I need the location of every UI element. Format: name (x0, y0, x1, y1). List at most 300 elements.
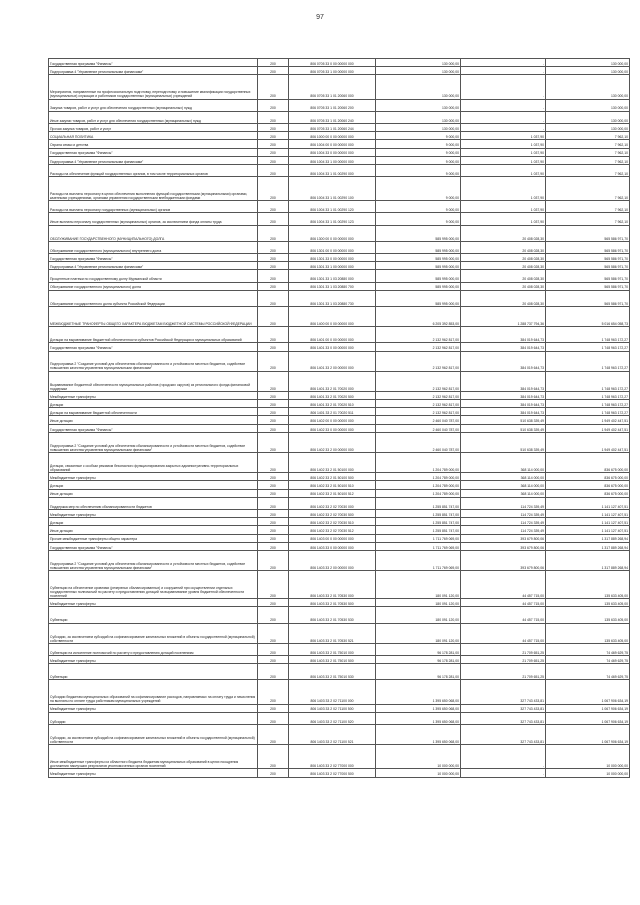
approved-amount-cell: 1 204 789 000,00 (376, 481, 461, 489)
table-row (49, 416, 630, 424)
row-name-cell: Подпрограмма 4 "Управление региональными финансами" (49, 262, 258, 270)
budget-classification-code-cell: 806 0705 33 1 00 00000 000 (289, 67, 376, 75)
executed-amount-cell: 368 114 000,00 (461, 473, 546, 481)
budget-classification-code-cell: 806 1402 33 2 02 70030 000 (289, 497, 376, 509)
executed-amount-cell: 1 037,90 (461, 177, 546, 201)
approved-amount-cell: 585 995 000,00 (376, 241, 461, 253)
approved-amount-cell: 96 178 281,00 (376, 664, 461, 680)
row-name-cell: Государственная программа "Финансы" (49, 148, 258, 156)
row-code-cell: 200 (258, 140, 289, 148)
table-row (49, 599, 630, 607)
table-row (49, 148, 630, 156)
table-row (49, 225, 630, 241)
row-name-cell: Иные дотации (49, 526, 258, 534)
executed-amount-cell: 368 114 000,00 (461, 481, 546, 489)
remaining-amount-cell: 565 586 971,70 (546, 262, 630, 270)
budget-classification-code-cell: 806 1402 33 2 00 00000 000 (289, 432, 376, 452)
table-row (49, 262, 630, 270)
approved-amount-cell: 10 000 000,00 (376, 769, 461, 777)
remaining-amount-cell: 1 748 963 172,27 (546, 327, 630, 343)
remaining-amount-cell: 1 748 963 172,27 (546, 351, 630, 371)
executed-amount-cell: - (461, 769, 546, 777)
budget-classification-code-cell: 806 1403 33 2 02 71100 520 (289, 712, 376, 724)
row-name-cell: Межбюджетные трансферты (49, 391, 258, 399)
remaining-amount-cell: 565 586 971,70 (546, 254, 630, 262)
remaining-amount-cell: 130 000,00 (546, 59, 630, 67)
row-name-cell: Закупка товаров, работ и услуг для обеспечения государственных (муниципальных) нужд (49, 99, 258, 111)
row-name-cell: Прочая закупка товаров, работ и услуг (49, 123, 258, 131)
row-name-cell: МЕЖБЮДЖЕТНЫЕ ТРАНСФЕРТЫ ОБЩЕГО ХАРАКТЕРА БЮДЖЕТАМ БЮДЖЕТНОЙ СИСТЕМЫ РОССИЙСКОЙ ФЕДЕРАЦИИ (49, 306, 258, 326)
budget-classification-code-cell: 806 1004 33 1 00 00000 000 (289, 156, 376, 164)
approved-amount-cell: 10 000 000,00 (376, 745, 461, 769)
approved-amount-cell: 130 000,00 (376, 111, 461, 123)
remaining-amount-cell: 1 748 963 172,27 (546, 408, 630, 416)
table-row (49, 282, 630, 290)
executed-amount-cell: 384 019 644,73 (461, 391, 546, 399)
budget-classification-code-cell: 806 1402 33 0 00 00000 000 (289, 424, 376, 432)
row-code-cell: 200 (258, 400, 289, 408)
approved-amount-cell: 180 091 120,00 (376, 623, 461, 643)
budget-classification-code-cell: 806 1402 33 2 01 50100 510 (289, 481, 376, 489)
remaining-amount-cell: 1 317 889 268,94 (546, 542, 630, 550)
row-name-cell: Межбюджетные трансферты (49, 656, 258, 664)
row-code-cell: 200 (258, 111, 289, 123)
row-code-cell: 200 (258, 664, 289, 680)
remaining-amount-cell: 1 141 127 407,51 (546, 497, 630, 509)
budget-classification-code-cell: 806 1004 33 1 01 00290 120 (289, 201, 376, 213)
table-row (49, 745, 630, 769)
row-name-cell: Иные закупки товаров, работ и услуг для обеспечения государственных (муниципальных) нужд (49, 111, 258, 123)
budget-classification-code-cell: 806 1402 33 2 01 50100 500 (289, 473, 376, 481)
budget-classification-code-cell: 806 1402 33 2 01 50100 512 (289, 489, 376, 497)
approved-amount-cell: 2 132 962 817,00 (376, 400, 461, 408)
table-row (49, 351, 630, 371)
executed-amount-cell: - (461, 111, 546, 123)
executed-amount-cell: - (461, 59, 546, 67)
budget-classification-code-cell: 806 1400 00 0 00 00000 000 (289, 306, 376, 326)
row-code-cell: 200 (258, 497, 289, 509)
row-code-cell: 200 (258, 213, 289, 225)
remaining-amount-cell: 74 469 629,75 (546, 643, 630, 655)
executed-amount-cell: 384 019 644,73 (461, 343, 546, 351)
row-code-cell: 200 (258, 262, 289, 270)
remaining-amount-cell: 7 962,10 (546, 148, 630, 156)
row-name-cell: Иные межбюджетные трансферты из областного бюджета бюджетам муниципальных образований в целях поощрения достижения наилучших результатов уполномоченных органов поселений (49, 745, 258, 769)
executed-amount-cell: 384 019 644,73 (461, 327, 546, 343)
remaining-amount-cell: 1 949 402 447,51 (546, 416, 630, 424)
row-name-cell: СОЦИАЛЬНАЯ ПОЛИТИКА (49, 132, 258, 140)
table-row (49, 408, 630, 416)
row-code-cell: 200 (258, 391, 289, 399)
row-name-cell: Расходы на выплаты персоналу в целях обеспечения выполнения функций государственными (муниципальными) органами, казенными учреждениями, органами управления государственными внебюджетными фондами (49, 177, 258, 201)
executed-amount-cell: - (461, 75, 546, 99)
remaining-amount-cell: 565 586 971,70 (546, 270, 630, 282)
table-row (49, 391, 630, 399)
remaining-amount-cell: 130 000,00 (546, 67, 630, 75)
remaining-amount-cell: 7 962,10 (546, 156, 630, 164)
row-code-cell: 200 (258, 132, 289, 140)
table-row (49, 123, 630, 131)
row-code-cell: 200 (258, 67, 289, 75)
row-name-cell: Подпрограмма 2 "Создание условий для обеспечения сбалансированности и устойчивости местных бюджетов, содействие повышению качества управления муниципальными финансами" (49, 550, 258, 570)
approved-amount-cell: 1 711 769 069,00 (376, 534, 461, 542)
remaining-amount-cell: 565 586 971,70 (546, 282, 630, 290)
table-row (49, 542, 630, 550)
budget-classification-code-cell: 806 1403 33 2 01 70530 521 (289, 623, 376, 643)
row-code-cell: 200 (258, 164, 289, 176)
table-row (49, 497, 630, 509)
executed-amount-cell: 20 408 028,30 (461, 282, 546, 290)
row-code-cell: 200 (258, 712, 289, 724)
remaining-amount-cell: 1 067 906 634,19 (546, 680, 630, 704)
approved-amount-cell: 1 255 851 747,00 (376, 526, 461, 534)
row-name-cell: Мероприятия, направленные на профессиональную подготовку, переподготовку и повышение квалификации государственных (муниципальных) служащих и работников государственных (муниципальных) учреждений (49, 75, 258, 99)
row-name-cell: Государственная программа "Финансы" (49, 424, 258, 432)
row-code-cell: 200 (258, 432, 289, 452)
row-code-cell: 200 (258, 424, 289, 432)
executed-amount-cell: 1 037,90 (461, 213, 546, 225)
row-name-cell: Дотации (49, 400, 258, 408)
approved-amount-cell: 2 132 962 817,00 (376, 391, 461, 399)
approved-amount-cell: 130 000,00 (376, 59, 461, 67)
row-name-cell: Субсидии, за исключением субсидий на софинансирование капитальных вложений в объекты государственной (муниципальной) собственности (49, 724, 258, 744)
row-code-cell: 200 (258, 225, 289, 241)
budget-classification-code-cell: 806 1301 33 0 00 00000 000 (289, 254, 376, 262)
budget-classification-code-cell: 806 1402 33 2 01 50100 000 (289, 453, 376, 473)
table-row (49, 704, 630, 712)
table-row (49, 140, 630, 148)
row-code-cell: 200 (258, 408, 289, 416)
remaining-amount-cell: 836 675 000,00 (546, 473, 630, 481)
approved-amount-cell: 1 395 650 068,00 (376, 704, 461, 712)
remaining-amount-cell: 130 000,00 (546, 123, 630, 131)
row-code-cell: 200 (258, 607, 289, 623)
approved-amount-cell: 2 132 962 817,00 (376, 351, 461, 371)
budget-classification-code-cell: 806 1403 33 2 01 75010 000 (289, 643, 376, 655)
row-name-cell: Подпрограмма 2 "Создание условий для обеспечения сбалансированности и устойчивости местных бюджетов, содействие повышению качества управления муниципальными финансами" (49, 351, 258, 371)
approved-amount-cell: 96 178 281,00 (376, 643, 461, 655)
budget-classification-code-cell: 806 1301 33 1 03 20880 730 (289, 290, 376, 306)
table-row (49, 712, 630, 724)
approved-amount-cell: 2 460 040 787,00 (376, 432, 461, 452)
row-name-cell: Дотации на выравнивание бюджетной обеспеченности (49, 408, 258, 416)
remaining-amount-cell: 7 962,10 (546, 177, 630, 201)
executed-amount-cell: 327 743 433,81 (461, 680, 546, 704)
remaining-amount-cell: 836 675 000,00 (546, 489, 630, 497)
row-code-cell: 200 (258, 489, 289, 497)
approved-amount-cell: 1 255 851 747,00 (376, 497, 461, 509)
approved-amount-cell: 180 091 120,00 (376, 599, 461, 607)
remaining-amount-cell: 74 469 629,75 (546, 664, 630, 680)
approved-amount-cell: 2 132 962 817,00 (376, 327, 461, 343)
remaining-amount-cell: 1 317 889 268,94 (546, 550, 630, 570)
executed-amount-cell: 384 019 644,73 (461, 400, 546, 408)
remaining-amount-cell: 1 949 402 447,51 (546, 424, 630, 432)
executed-amount-cell: 1 288 737 794,36 (461, 306, 546, 326)
budget-classification-code-cell: 806 1403 33 2 01 70530 000 (289, 571, 376, 599)
budget-classification-code-cell: 806 1401 33 2 01 70020 000 (289, 371, 376, 391)
table-row (49, 432, 630, 452)
table-row (49, 99, 630, 111)
row-name-cell: Процентные платежи по государственному долгу Мурманской области (49, 270, 258, 282)
remaining-amount-cell: 1 067 906 634,19 (546, 724, 630, 744)
executed-amount-cell: 44 457 715,00 (461, 623, 546, 643)
table-row (49, 59, 630, 67)
row-code-cell: 200 (258, 509, 289, 517)
approved-amount-cell: 9 000,00 (376, 177, 461, 201)
executed-amount-cell: 510 638 339,49 (461, 432, 546, 452)
approved-amount-cell: 1 711 769 069,00 (376, 542, 461, 550)
executed-amount-cell: 327 743 433,81 (461, 724, 546, 744)
budget-classification-code-cell: 806 1401 00 0 00 00000 000 (289, 327, 376, 343)
approved-amount-cell: 1 395 650 068,00 (376, 712, 461, 724)
budget-classification-code-cell: 806 1300 00 0 00 00000 000 (289, 225, 376, 241)
budget-classification-code-cell: 806 1402 33 2 02 70030 500 (289, 509, 376, 517)
budget-classification-code-cell: 806 0705 33 1 01 20060 200 (289, 99, 376, 111)
budget-classification-code-cell: 806 1301 00 0 00 00000 000 (289, 241, 376, 253)
row-code-cell: 200 (258, 542, 289, 550)
remaining-amount-cell: 1 141 127 407,51 (546, 526, 630, 534)
approved-amount-cell: 2 132 962 817,00 (376, 408, 461, 416)
executed-amount-cell: 21 709 651,25 (461, 664, 546, 680)
table-row (49, 550, 630, 570)
row-code-cell: 200 (258, 201, 289, 213)
approved-amount-cell: 2 132 962 817,00 (376, 371, 461, 391)
approved-amount-cell: 180 091 120,00 (376, 607, 461, 623)
executed-amount-cell: - (461, 99, 546, 111)
table-row (49, 156, 630, 164)
budget-classification-code-cell: 806 0705 33 1 01 20060 240 (289, 111, 376, 123)
table-row (49, 111, 630, 123)
row-code-cell: 200 (258, 282, 289, 290)
executed-amount-cell: 368 114 000,00 (461, 453, 546, 473)
row-code-cell: 200 (258, 599, 289, 607)
executed-amount-cell: 384 019 644,73 (461, 371, 546, 391)
table-row (49, 290, 630, 306)
budget-classification-code-cell: 806 1403 33 2 02 71100 521 (289, 724, 376, 744)
row-name-cell: Иные дотации (49, 416, 258, 424)
budget-classification-code-cell: 806 1004 33 1 01 00290 000 (289, 164, 376, 176)
approved-amount-cell: 1 395 650 068,00 (376, 724, 461, 744)
table-row (49, 481, 630, 489)
approved-amount-cell: 2 132 962 817,00 (376, 343, 461, 351)
executed-amount-cell: 393 679 800,06 (461, 542, 546, 550)
remaining-amount-cell: 135 633 405,00 (546, 599, 630, 607)
row-code-cell: 200 (258, 623, 289, 643)
row-code-cell: 200 (258, 550, 289, 570)
executed-amount-cell: 44 457 715,00 (461, 571, 546, 599)
table-row (49, 67, 630, 75)
budget-classification-code-cell: 806 1402 00 0 00 00000 000 (289, 416, 376, 424)
executed-amount-cell: 21 709 651,25 (461, 656, 546, 664)
row-code-cell: 200 (258, 416, 289, 424)
table-row (49, 164, 630, 176)
executed-amount-cell: 20 408 028,30 (461, 254, 546, 262)
budget-classification-code-cell: 806 1401 33 2 01 70020 510 (289, 400, 376, 408)
row-code-cell: 200 (258, 123, 289, 131)
row-code-cell: 200 (258, 371, 289, 391)
row-name-cell: Выравнивание бюджетной обеспеченности муниципальных районов (городских округов) из регионального фонда финансовой поддержки (49, 371, 258, 391)
row-name-cell: Расходы на выплаты персоналу государственных (муниципальных) органов (49, 201, 258, 213)
executed-amount-cell: 393 679 800,06 (461, 550, 546, 570)
remaining-amount-cell: 7 962,10 (546, 213, 630, 225)
approved-amount-cell: 2 460 040 787,00 (376, 424, 461, 432)
budget-classification-code-cell: 806 1004 33 1 01 00290 123 (289, 213, 376, 225)
budget-classification-code-cell: 806 0705 33 0 00 00000 000 (289, 59, 376, 67)
executed-amount-cell: 44 457 715,00 (461, 607, 546, 623)
remaining-amount-cell: 130 000,00 (546, 99, 630, 111)
row-code-cell: 200 (258, 59, 289, 67)
executed-amount-cell: 510 638 339,49 (461, 416, 546, 424)
row-code-cell: 200 (258, 75, 289, 99)
approved-amount-cell: 1 711 769 069,00 (376, 550, 461, 570)
approved-amount-cell: 1 204 789 000,00 (376, 473, 461, 481)
executed-amount-cell: 114 724 339,49 (461, 518, 546, 526)
remaining-amount-cell: 1 141 127 407,51 (546, 518, 630, 526)
table-row (49, 623, 630, 643)
row-code-cell: 200 (258, 680, 289, 704)
budget-classification-code-cell: 806 1403 33 2 01 70530 500 (289, 599, 376, 607)
executed-amount-cell: 393 679 800,06 (461, 534, 546, 542)
table-row (49, 453, 630, 473)
executed-amount-cell: 114 724 339,49 (461, 526, 546, 534)
row-code-cell: 200 (258, 156, 289, 164)
executed-amount-cell: 20 408 028,30 (461, 290, 546, 306)
budget-classification-code-cell: 806 0705 33 1 01 20060 244 (289, 123, 376, 131)
table-row (49, 241, 630, 253)
budget-classification-code-cell: 806 1402 33 2 02 70030 512 (289, 526, 376, 534)
approved-amount-cell: 1 395 650 068,00 (376, 680, 461, 704)
budget-classification-code-cell: 806 1004 00 0 00 00000 000 (289, 140, 376, 148)
row-code-cell: 200 (258, 290, 289, 306)
row-name-cell: Иные выплаты персоналу государственных (муниципальных) органов, за исключением фонда оплаты труда (49, 213, 258, 225)
executed-amount-cell: 384 019 644,73 (461, 408, 546, 416)
budget-classification-code-cell: 806 1301 33 1 03 20880 700 (289, 282, 376, 290)
row-code-cell: 200 (258, 643, 289, 655)
budget-classification-code-cell: 806 1301 33 1 00 00000 000 (289, 262, 376, 270)
row-code-cell: 200 (258, 481, 289, 489)
executed-amount-cell: 384 019 644,73 (461, 351, 546, 371)
remaining-amount-cell: 1 748 963 172,27 (546, 400, 630, 408)
budget-classification-code-cell: 806 1403 33 2 02 71100 500 (289, 704, 376, 712)
table-row (49, 664, 630, 680)
row-name-cell: Обслуживание государственного долга субъекта Российской Федерации (49, 290, 258, 306)
approved-amount-cell: 9 000,00 (376, 148, 461, 156)
table-row (49, 680, 630, 704)
budget-classification-code-cell: 806 1401 33 2 01 70020 500 (289, 391, 376, 399)
remaining-amount-cell: 135 633 405,00 (546, 607, 630, 623)
table-row (49, 534, 630, 542)
executed-amount-cell: 20 408 028,30 (461, 270, 546, 282)
budget-classification-code-cell: 806 1000 00 0 00 00000 000 (289, 132, 376, 140)
remaining-amount-cell: 5 016 654 058,73 (546, 306, 630, 326)
remaining-amount-cell: 1 748 963 172,27 (546, 391, 630, 399)
remaining-amount-cell: 1 748 963 172,27 (546, 343, 630, 351)
approved-amount-cell: 180 091 120,00 (376, 571, 461, 599)
row-name-cell: Субсидии (49, 712, 258, 724)
row-name-cell: Государственная программа "Финансы" (49, 254, 258, 262)
remaining-amount-cell: 74 469 629,75 (546, 656, 630, 664)
remaining-amount-cell: 565 586 971,70 (546, 241, 630, 253)
row-code-cell: 200 (258, 270, 289, 282)
remaining-amount-cell: 565 586 971,70 (546, 290, 630, 306)
approved-amount-cell: 130 000,00 (376, 99, 461, 111)
remaining-amount-cell: 1 317 889 268,94 (546, 534, 630, 542)
table-row (49, 254, 630, 262)
executed-amount-cell: - (461, 67, 546, 75)
remaining-amount-cell: 10 000 000,00 (546, 769, 630, 777)
table-row (49, 327, 630, 343)
approved-amount-cell: 9 000,00 (376, 132, 461, 140)
remaining-amount-cell: 836 675 000,00 (546, 453, 630, 473)
row-code-cell: 200 (258, 704, 289, 712)
row-code-cell: 200 (258, 148, 289, 156)
approved-amount-cell: 130 000,00 (376, 75, 461, 99)
budget-execution-table (48, 58, 630, 778)
row-name-cell: Субвенции (49, 664, 258, 680)
approved-amount-cell: 1 255 851 747,00 (376, 509, 461, 517)
budget-classification-code-cell: 806 1403 33 2 01 75010 500 (289, 656, 376, 664)
approved-amount-cell: 585 995 000,00 (376, 282, 461, 290)
budget-classification-code-cell: 806 1403 33 0 00 00000 000 (289, 542, 376, 550)
approved-amount-cell: 585 995 000,00 (376, 254, 461, 262)
executed-amount-cell: 327 743 433,81 (461, 704, 546, 712)
executed-amount-cell: 114 724 339,49 (461, 497, 546, 509)
budget-classification-code-cell: 806 1403 33 2 02 77000 500 (289, 769, 376, 777)
budget-classification-code-cell: 806 1403 33 2 01 75010 530 (289, 664, 376, 680)
approved-amount-cell: 9 000,00 (376, 140, 461, 148)
table-row (49, 518, 630, 526)
row-name-cell: Межбюджетные трансферты (49, 509, 258, 517)
row-code-cell: 200 (258, 177, 289, 201)
approved-amount-cell: 130 000,00 (376, 67, 461, 75)
table-row (49, 177, 630, 201)
budget-classification-code-cell: 806 1403 00 0 00 00000 000 (289, 534, 376, 542)
row-code-cell: 200 (258, 351, 289, 371)
page-number: 97 (316, 14, 324, 21)
approved-amount-cell: 585 995 000,00 (376, 225, 461, 241)
budget-classification-code-cell: 806 1403 33 2 00 00000 000 (289, 550, 376, 570)
approved-amount-cell: 1 204 789 000,00 (376, 453, 461, 473)
row-name-cell: Иные дотации (49, 489, 258, 497)
row-name-cell: Межбюджетные трансферты (49, 473, 258, 481)
remaining-amount-cell: 7 962,10 (546, 164, 630, 176)
approved-amount-cell: 1 204 789 000,00 (376, 489, 461, 497)
table-row (49, 656, 630, 664)
budget-classification-code-cell: 806 1004 33 1 01 00290 100 (289, 177, 376, 201)
remaining-amount-cell: 1 067 906 634,19 (546, 712, 630, 724)
row-name-cell: Дотации на выравнивание бюджетной обеспеченности субъектов Российской Федерации и муниципальных образований (49, 327, 258, 343)
row-code-cell: 200 (258, 306, 289, 326)
table-row (49, 201, 630, 213)
row-name-cell: Межбюджетные трансферты (49, 769, 258, 777)
row-code-cell: 200 (258, 656, 289, 664)
executed-amount-cell: 44 457 715,00 (461, 599, 546, 607)
row-name-cell: Дотации (49, 481, 258, 489)
executed-amount-cell: 20 408 028,30 (461, 225, 546, 241)
row-name-cell: Подпрограмма 4 "Управление региональными финансами" (49, 67, 258, 75)
remaining-amount-cell: 130 000,00 (546, 111, 630, 123)
remaining-amount-cell: 836 675 000,00 (546, 481, 630, 489)
table-row (49, 724, 630, 744)
row-name-cell: Подпрограмма 2 "Создание условий для обеспечения сбалансированности и устойчивости местных бюджетов, содействие повышению качества управления муниципальными финансами" (49, 432, 258, 452)
row-name-cell: Государственная программа "Финансы" (49, 59, 258, 67)
table-body (49, 59, 630, 778)
approved-amount-cell: 9 000,00 (376, 156, 461, 164)
table-row (49, 607, 630, 623)
budget-classification-code-cell: 806 1403 33 2 01 70530 530 (289, 607, 376, 623)
row-name-cell: Прочие межбюджетные трансферты общего характера (49, 534, 258, 542)
